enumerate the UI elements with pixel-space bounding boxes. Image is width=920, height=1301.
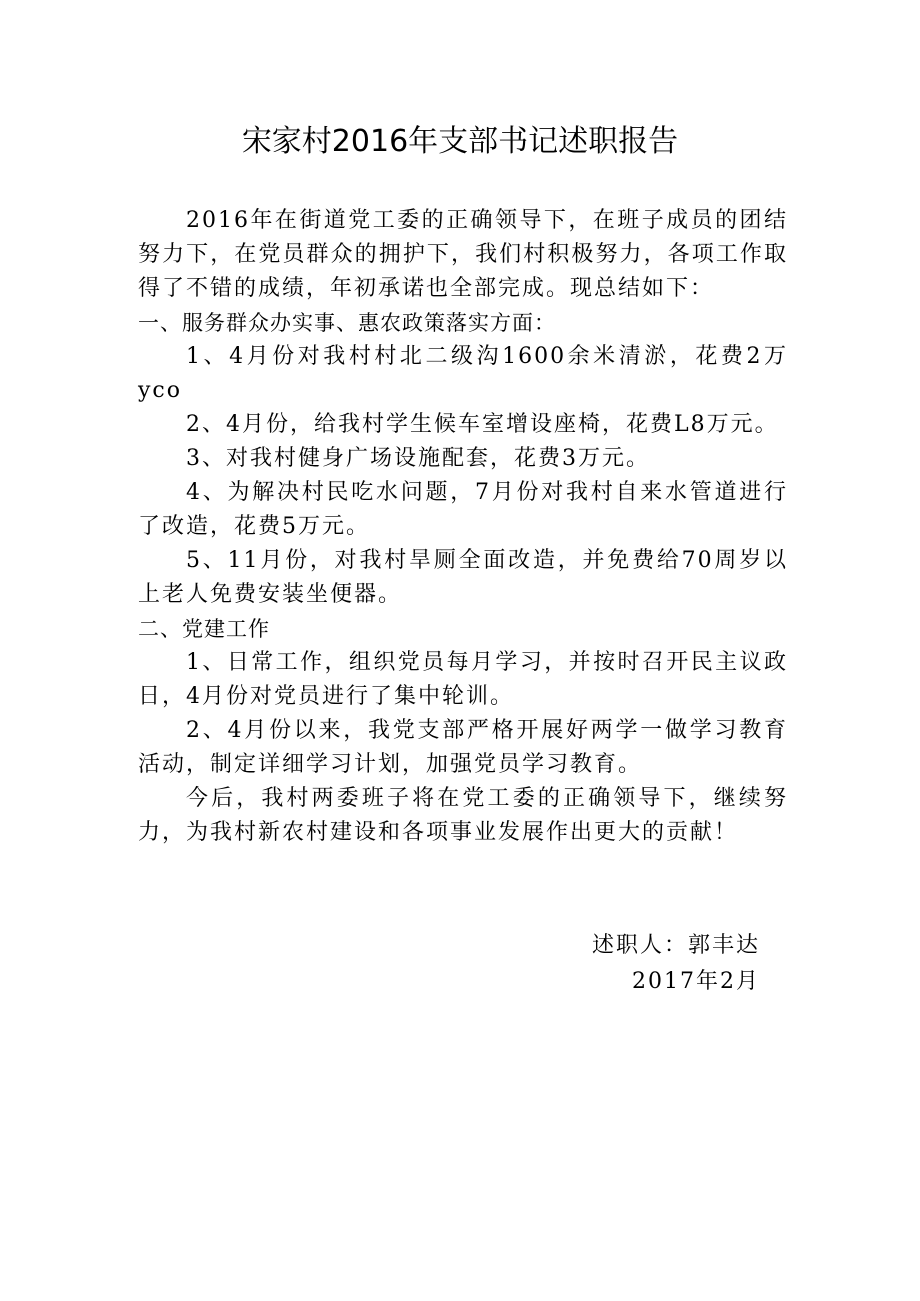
list-item: 2、4月份以来，我党支部严格开展好两学一做学习教育活动，制定详细学习计划，加强党员学习教育。 <box>138 718 788 777</box>
signature-date: 2017年2月 <box>632 969 760 994</box>
document-body <box>138 204 788 850</box>
signature-block <box>0 928 760 1000</box>
list-item: 1、日常工作，组织党员每月学习，并按时召开民主议政日，4月份对党员进行了集中轮训。 <box>138 650 788 709</box>
signature-author: 述职人：郭丰达 <box>591 933 760 958</box>
section-heading-party-building: 二、党建工作 <box>138 617 270 641</box>
closing-paragraph: 今后，我村两委班子将在党工委的正确领导下，继续努力，为我村新农村建设和各项事业发展作出更大的贡献！ <box>138 786 788 845</box>
list-item: 2、4月份，给我村学生候车室增设座椅，花费L8万元。 <box>186 412 779 437</box>
list-item: 3、对我村健身广场设施配套，花费3万元。 <box>186 446 650 471</box>
document-title: 宋家村2016年支部书记述职报告 <box>241 124 679 159</box>
list-item: 1、4月份对我村村北二级沟1600余米清淤，花费2万yco <box>138 344 788 403</box>
list-item: 5、11月份，对我村旱厕全面改造，并免费给70周岁以上老人免费安装坐便器。 <box>138 548 788 607</box>
section-heading-services: 一、服务群众办实事、惠农政策落实方面： <box>138 311 556 335</box>
intro-paragraph: 2016年在街道党工委的正确领导下，在班子成员的团结努力下，在党员群众的拥护下，我们村积极努力，各项工作取得了不错的成绩，年初承诺也全部完成。现总结如下： <box>138 208 788 301</box>
list-item: 4、为解决村民吃水问题，7月份对我村自来水管道进行了改造，花费5万元。 <box>138 480 788 539</box>
